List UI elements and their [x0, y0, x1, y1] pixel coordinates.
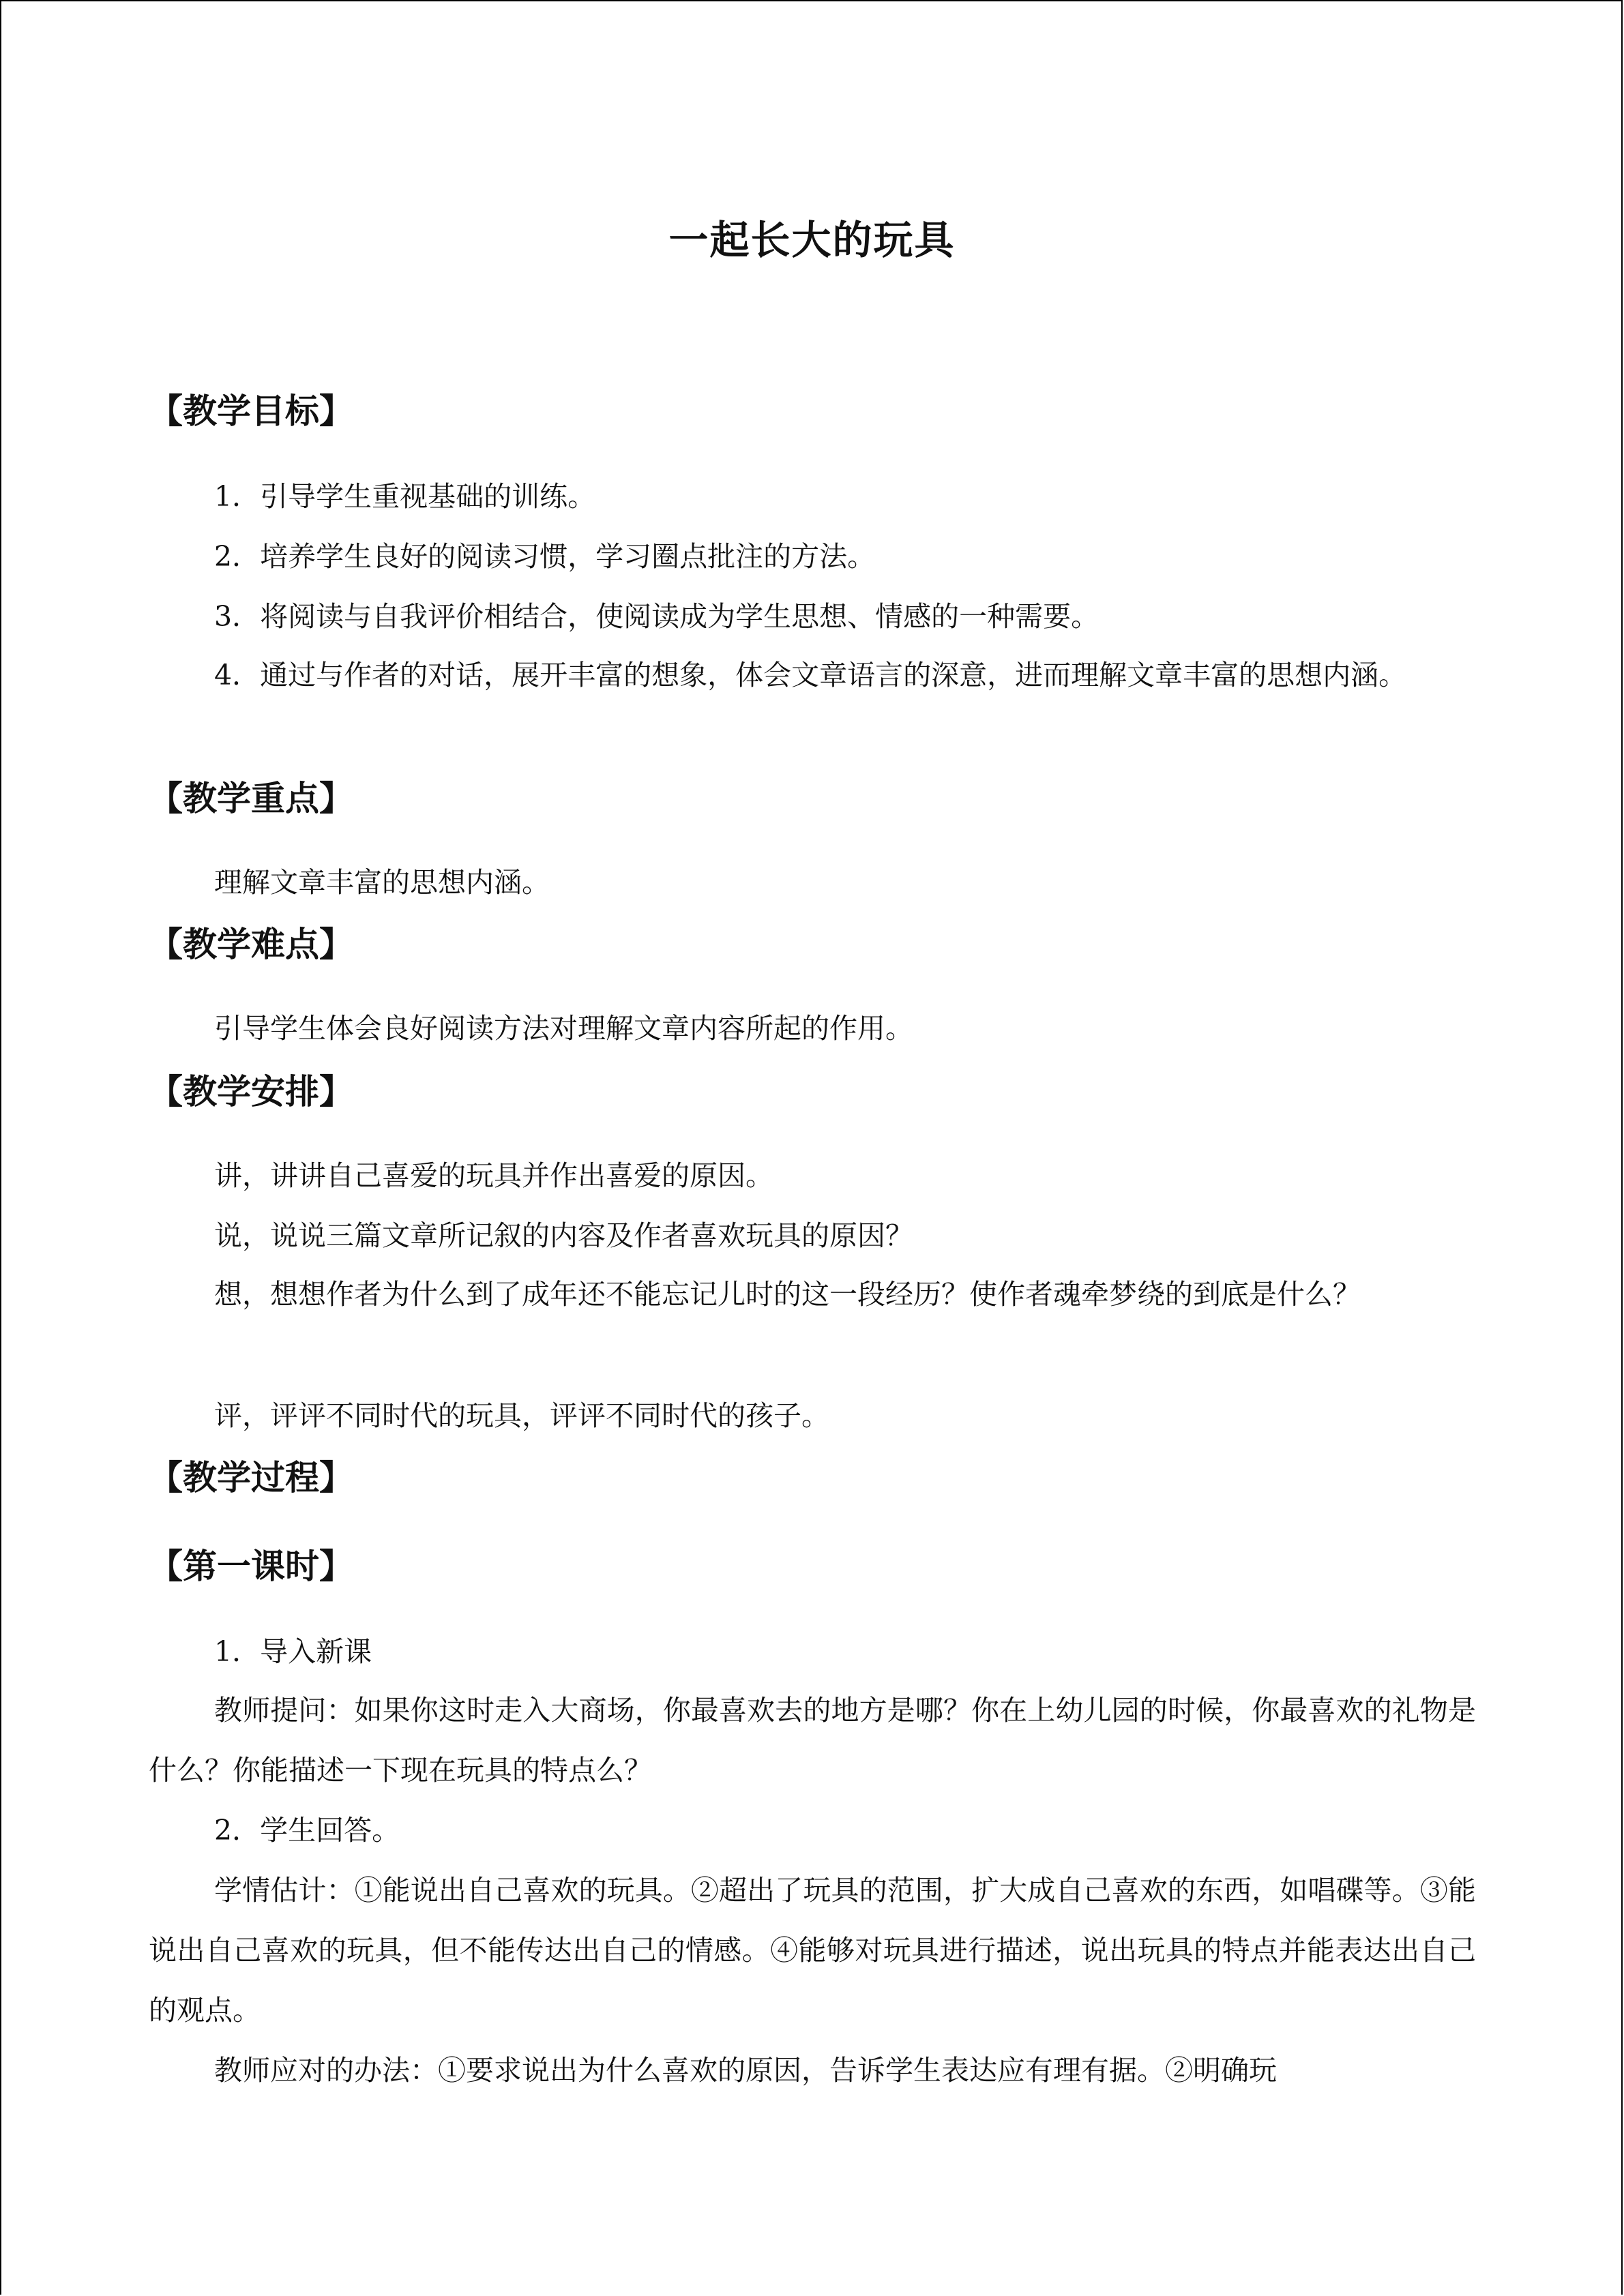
- section-heading-process: 【教学过程】: [149, 1458, 353, 1497]
- arrangement-4: 评，评评不同时代的玩具，评评不同时代的孩子。: [214, 1399, 829, 1432]
- arrangement-2: 说，说说三篇文章所记叙的内容及作者喜欢玩具的原因？: [214, 1219, 913, 1252]
- lesson-step-2: 2．学生回答。: [214, 1814, 400, 1847]
- difficulty-1: 引导学生体会良好阅读方法对理解文章内容所起的作用。: [214, 1012, 913, 1045]
- section-heading-objectives: 【教学目标】: [149, 391, 353, 431]
- lesson-teacher-question: 教师提问：如果你这时走入大商场，你最喜欢去的地方是哪？你在上幼儿园的时候，你最喜欢的礼物是什么？你能描述一下现在玩具的特点么？: [149, 1694, 1476, 1787]
- lesson-student-estimate: 学情估计：①能说出自己喜欢的玩具。②超出了玩具的范围，扩大成自己喜欢的东西，如唱碟等。③能说出自己喜欢的玩具，但不能传达出自己的情感。④能够对玩具进行描述，说出玩具的特点并能表达出自己的观点。: [149, 1874, 1476, 2027]
- arrangement-3: 想，想想作者为什么到了成年还不能忘记儿时的这一段经历？使作者魂牵梦绕的到底是什么？: [214, 1278, 1361, 1311]
- objective-3: 3．将阅读与自我评价相结合，使阅读成为学生思想、情感的一种需要。: [214, 600, 1099, 633]
- section-heading-difficulties: 【教学难点】: [149, 925, 353, 964]
- section-heading-first-lesson: 【第一课时】: [149, 1547, 353, 1586]
- key-point-1: 理解文章丰富的思想内涵。: [214, 866, 550, 899]
- objective-2: 2．培养学生良好的阅读习惯，学习圈点批注的方法。: [214, 540, 876, 573]
- objective-1: 1．引导学生重视基础的训练。: [214, 480, 596, 513]
- section-heading-key-points: 【教学重点】: [149, 779, 353, 818]
- lesson-teacher-response: 教师应对的办法：①要求说出为什么喜欢的原因，告诉学生表达应有理有据。②明确玩: [214, 2054, 1277, 2087]
- arrangement-1: 讲，讲讲自己喜爱的玩具并作出喜爱的原因。: [214, 1159, 773, 1192]
- objective-4: 4．通过与作者的对话，展开丰富的想象，体会文章语言的深意，进而理解文章丰富的思想内涵。: [214, 659, 1407, 691]
- document-title: 一起长大的玩具: [668, 217, 956, 263]
- section-heading-arrangement: 【教学安排】: [149, 1072, 353, 1112]
- lesson-step-1: 1．导入新课: [214, 1635, 372, 1668]
